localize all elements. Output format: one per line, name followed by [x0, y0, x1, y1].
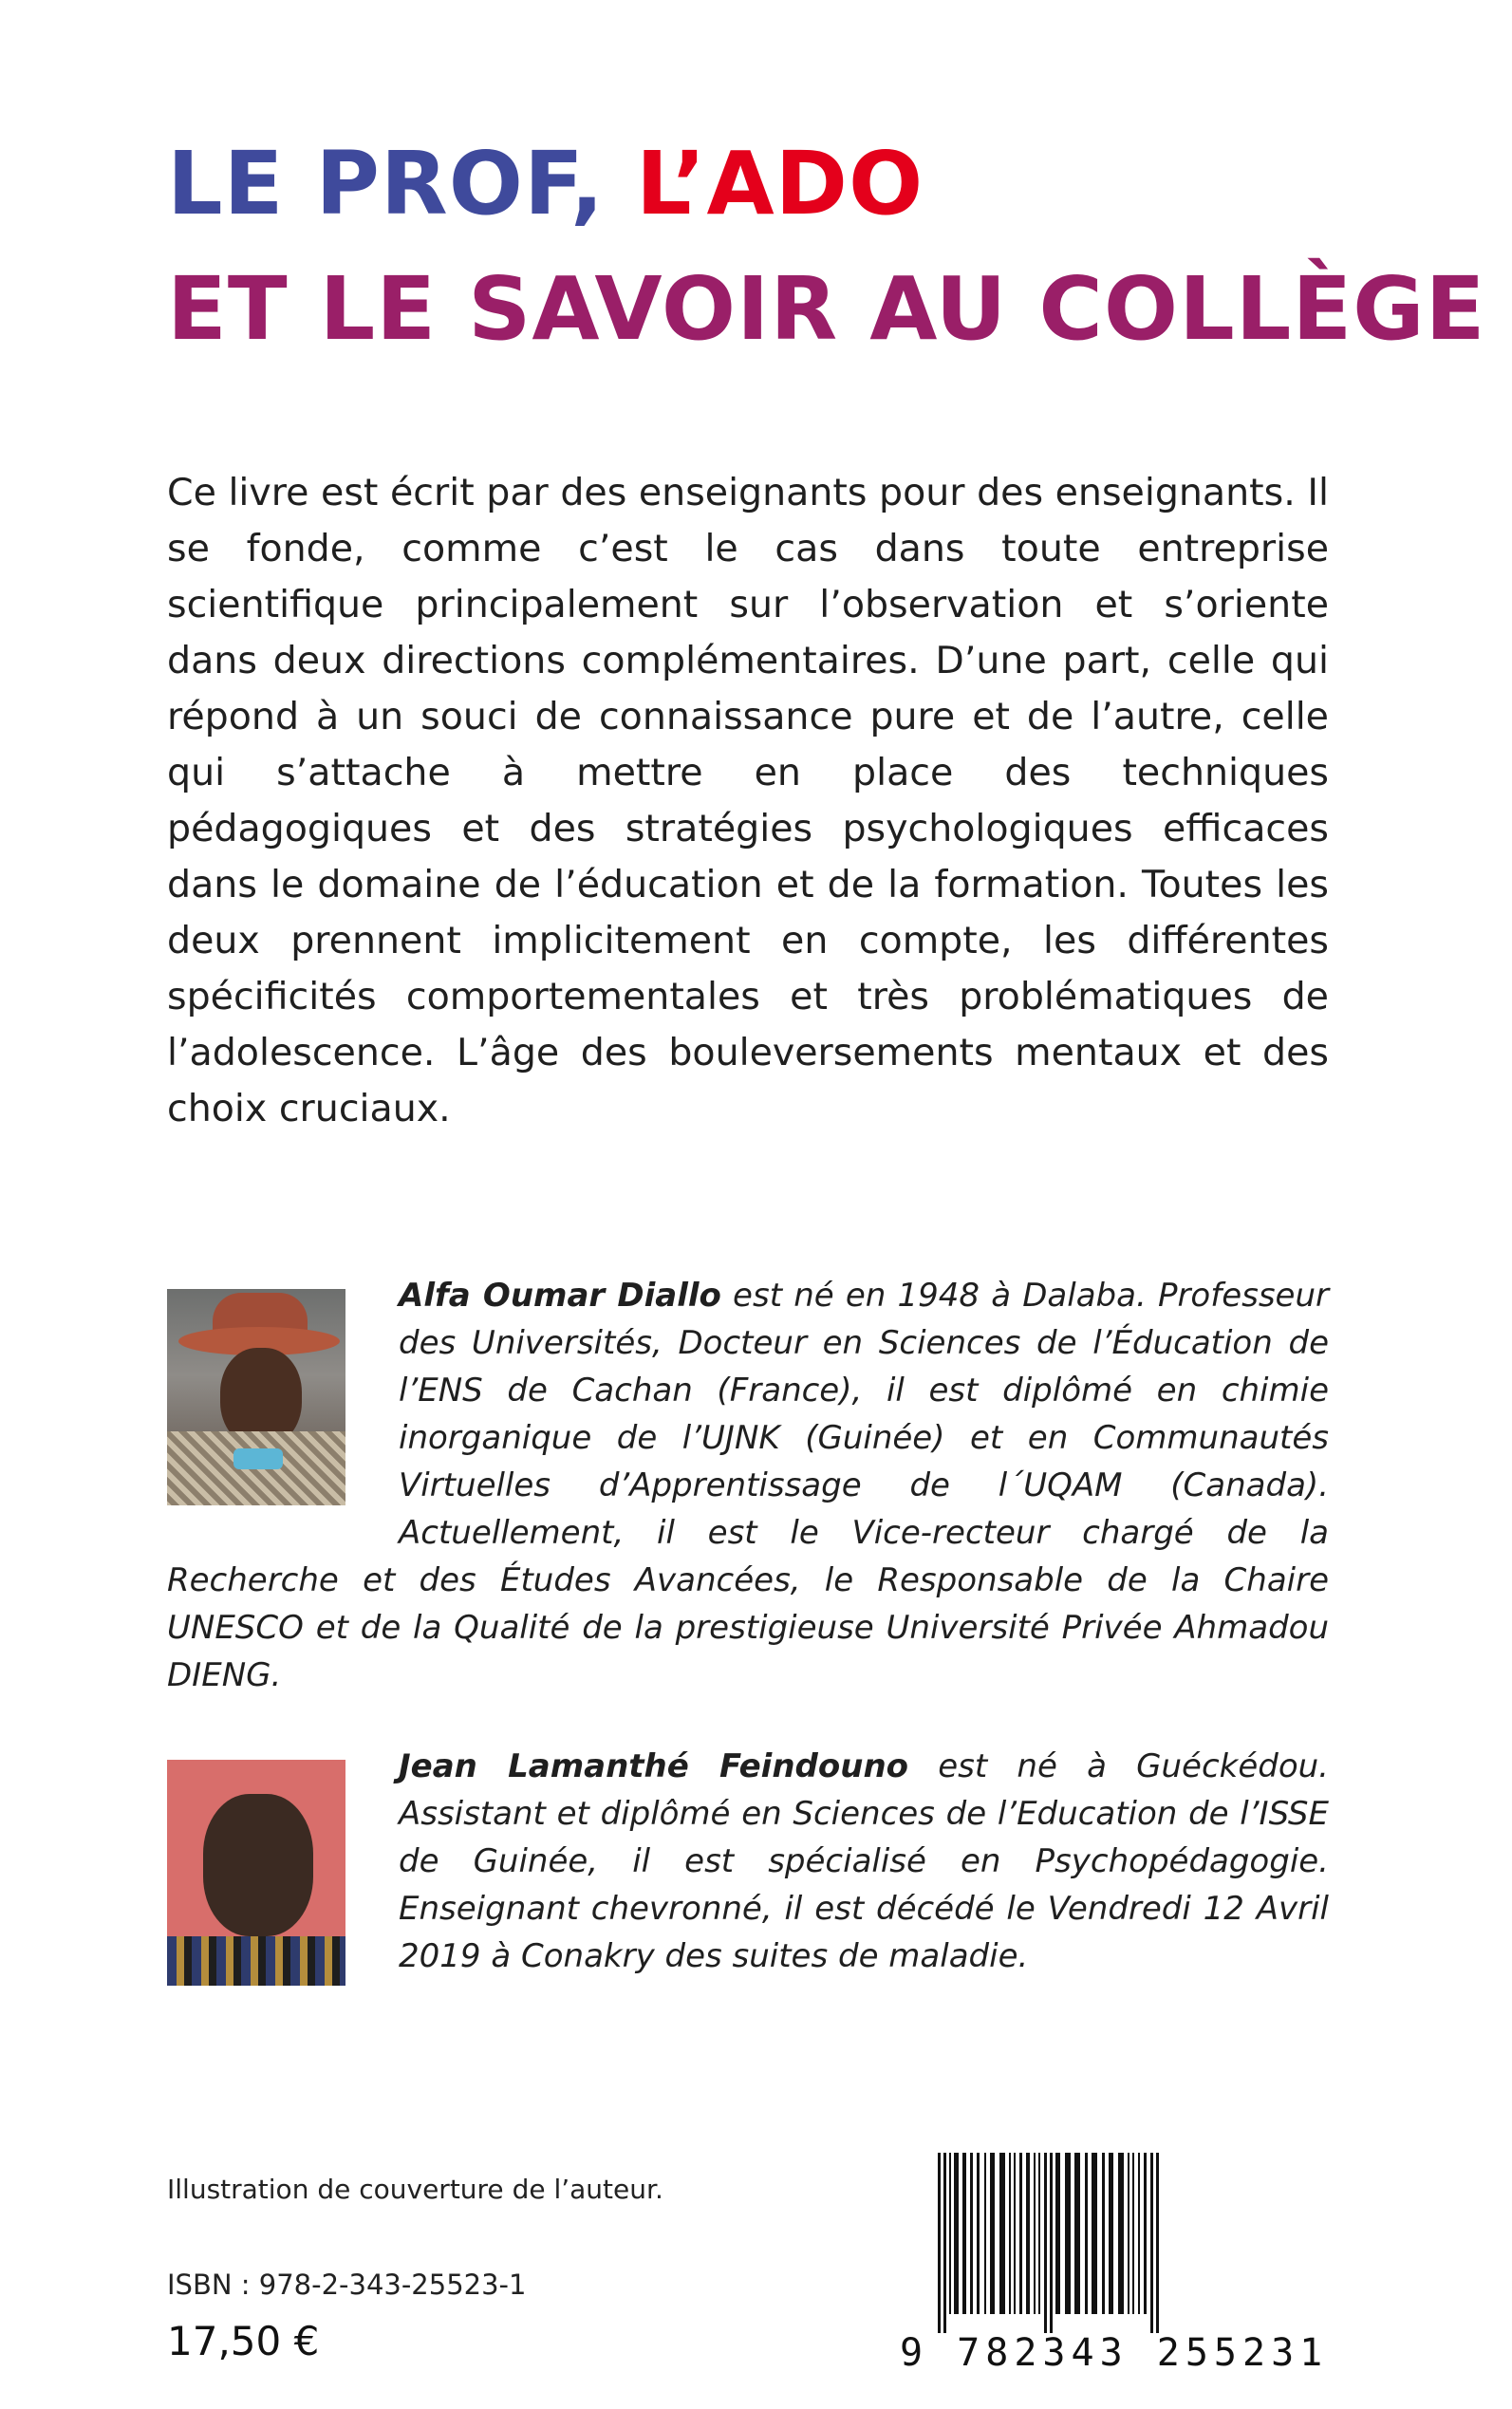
- barcode-bar: [962, 2153, 966, 2314]
- barcode-bar: [1026, 2153, 1030, 2314]
- barcode-bar: [1150, 2153, 1153, 2333]
- barcode-bar: [1118, 2153, 1124, 2314]
- author-name-2: Jean Lamanthé Feindouno: [399, 1747, 909, 1785]
- barcode-bar: [1050, 2153, 1053, 2333]
- title-line-1: [167, 121, 1401, 247]
- barcode-bar: [977, 2153, 980, 2314]
- author-bio-1: [167, 1272, 1329, 1699]
- barcode-bar: [1128, 2153, 1129, 2314]
- barcode-bar: [1055, 2153, 1060, 2314]
- barcode: [900, 2153, 1355, 2375]
- barcode-bar: [1138, 2153, 1140, 2314]
- author-photo-1: [167, 1289, 345, 1505]
- title-line-2: ET LE SAVOIR AU COLLÈGE: [167, 258, 1486, 360]
- barcode-bar: [938, 2153, 941, 2333]
- barcode-bar: [1132, 2153, 1134, 2314]
- author-bio-2: [167, 1743, 1329, 1993]
- barcode-bar: [990, 2153, 995, 2314]
- author-name-1: Alfa Oumar Diallo: [399, 1277, 721, 1315]
- barcode-bar: [1144, 2153, 1147, 2314]
- barcode-bar: [984, 2153, 986, 2314]
- author-text-1: est né en 1948 à Dalaba. Professeur des Universités, Docteur en Sciences de l’Éducation de l’ENS de Cachan (France), il est diplômé en chimie inorganique de l’UJNK (Guinée) et en Communautés Virtuelles d’Apprentissage de l´UQAM (Canada). Actuellement, il est le Vice-recteur chargé de la Recherche et des Études Avancées, le Responsable de la Chaire UNESCO et de la Qualité de la prestigieuse Université Privée Ahmadou DIENG.: [167, 1277, 1329, 1694]
- author-text-2: est né à Guéckédou. Assistant et diplômé en Sciences de l’Education de l’ISSE de Guinée, il est spécialisé en Psychopédagogie. Enseignant chevronné, il est décédé le Vendredi 12 Avril 2019 à Conakry des suites de maladie.: [399, 1747, 1329, 1975]
- barcode-bar: [1034, 2153, 1036, 2314]
- title-part-ado: L’ADO: [636, 133, 924, 234]
- book-title: [167, 121, 1486, 372]
- author-photo-2: [167, 1760, 345, 1986]
- barcode-bar: [949, 2153, 951, 2314]
- barcode-bar: [1038, 2153, 1040, 2314]
- cover-illustration-credit: Illustration de couverture de l’auteur.: [167, 2174, 663, 2205]
- barcode-bar: [999, 2153, 1005, 2314]
- title-part-prof: LE PROF,: [167, 133, 637, 234]
- barcode-digits: 9 782343 255231: [900, 2331, 1329, 2375]
- barcode-bar: [1085, 2153, 1088, 2314]
- price: 17,50 €: [167, 2318, 320, 2364]
- barcode-bar: [1065, 2153, 1071, 2314]
- barcode-bar: [1019, 2153, 1022, 2314]
- book-blurb: Ce livre est écrit par des enseignants pour des enseignants. Il se fonde, comme c’est le cas dans toute entreprise scientifique principalement sur l’observation et s’oriente dans deux directions complémentaires. D’une part, celle qui répond à un souci de connaissance pure et de l’autre, celle qui s’attache à mettre en place des techniques pédagogiques et des stratégies psychologiques efficaces dans le domaine de l’éducation et de la formation. Toutes les deux prennent implicitement en compte, les différentes spécificités comportementales et très problématiques de l’adolescence. L’âge des bouleversements mentaux et des choix cruciaux.: [167, 471, 1329, 1130]
- isbn: ISBN : 978-2-343-25523-1: [167, 2269, 527, 2301]
- barcode-bar: [943, 2153, 946, 2333]
- barcode-bar: [1092, 2153, 1097, 2314]
- barcode-bar: [1044, 2153, 1047, 2333]
- barcode-bar: [1156, 2153, 1159, 2333]
- barcode-bar: [1109, 2153, 1113, 2314]
- barcode-bar: [1009, 2153, 1011, 2314]
- barcode-bar: [954, 2153, 959, 2314]
- barcode-bar: [970, 2153, 973, 2314]
- barcode-bar: [1102, 2153, 1105, 2314]
- barcode-bar: [1074, 2153, 1080, 2314]
- barcode-bars: [900, 2153, 1355, 2333]
- barcode-bar: [1014, 2153, 1016, 2314]
